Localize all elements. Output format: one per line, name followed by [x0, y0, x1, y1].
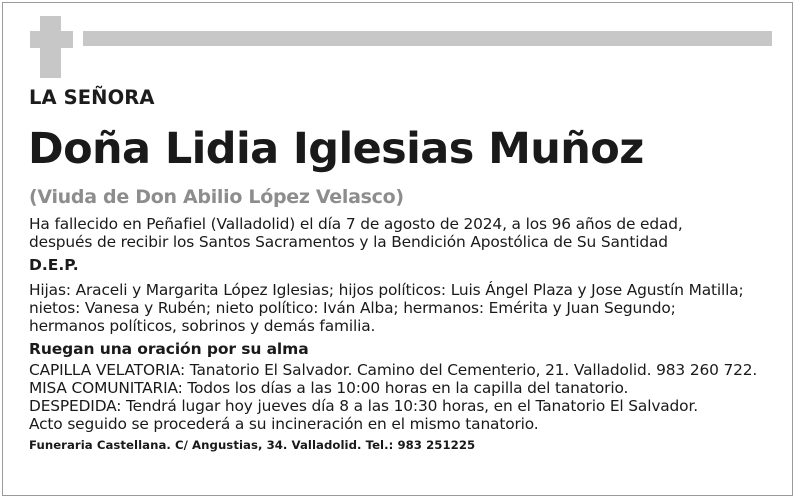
family-paragraph [29, 281, 779, 335]
family-line: hermanos políticos, sobrinos y demás familia. [29, 317, 376, 335]
service-line: Acto seguido se procederá a su incineración en el mismo tanatorio. [29, 415, 539, 433]
service-line: DESPEDIDA: Tendrá lugar hoy jueves día 8 a las 10:30 horas, en el Tanatorio El Salvador. [29, 397, 698, 415]
intro-line: Ha fallecido en Peñafiel (Valladolid) el día 7 de agosto de 2024, a los 96 años de edad, [29, 215, 683, 233]
funeral-home-footer: Funeraria Castellana. C/ Angustias, 34. Valladolid. Tel.: 983 251225 [29, 438, 476, 452]
family-line: nietos: Vanesa y Rubén; nieto político: Iván Alba; hermanos: Emérita y Juan Segundo; [29, 299, 676, 317]
dep-line: D.E.P. [29, 256, 79, 274]
header-rule [83, 31, 772, 46]
deceased-name: Doña Lidia Iglesias Muñoz [28, 124, 644, 174]
services-paragraph [29, 361, 779, 433]
prayer-request: Ruegan una oración por su alma [29, 340, 309, 358]
intro-line: después de recibir los Santos Sacramentos y la Bendición Apostólica de Su Santidad [29, 233, 668, 251]
service-line: CAPILLA VELATORIA: Tanatorio El Salvador. Camino del Cementerio, 21. Valladolid. 983 260 722. [29, 361, 758, 379]
widow-of-line: (Viuda de Don Abilio López Velasco) [29, 186, 404, 208]
cross-horizontal-bar [30, 31, 73, 48]
obituary-content [29, 86, 779, 452]
service-line: MISA COMUNITARIA: Todos los días a las 10:00 horas en la capilla del tanatorio. [29, 379, 629, 397]
intro-paragraph [29, 215, 779, 251]
family-line: Hijas: Araceli y Margarita López Iglesias; hijos políticos: Luis Ángel Plaza y Jose Agustín Matilla; [29, 281, 744, 299]
honorific-prefix: LA SEÑORA [29, 86, 155, 109]
